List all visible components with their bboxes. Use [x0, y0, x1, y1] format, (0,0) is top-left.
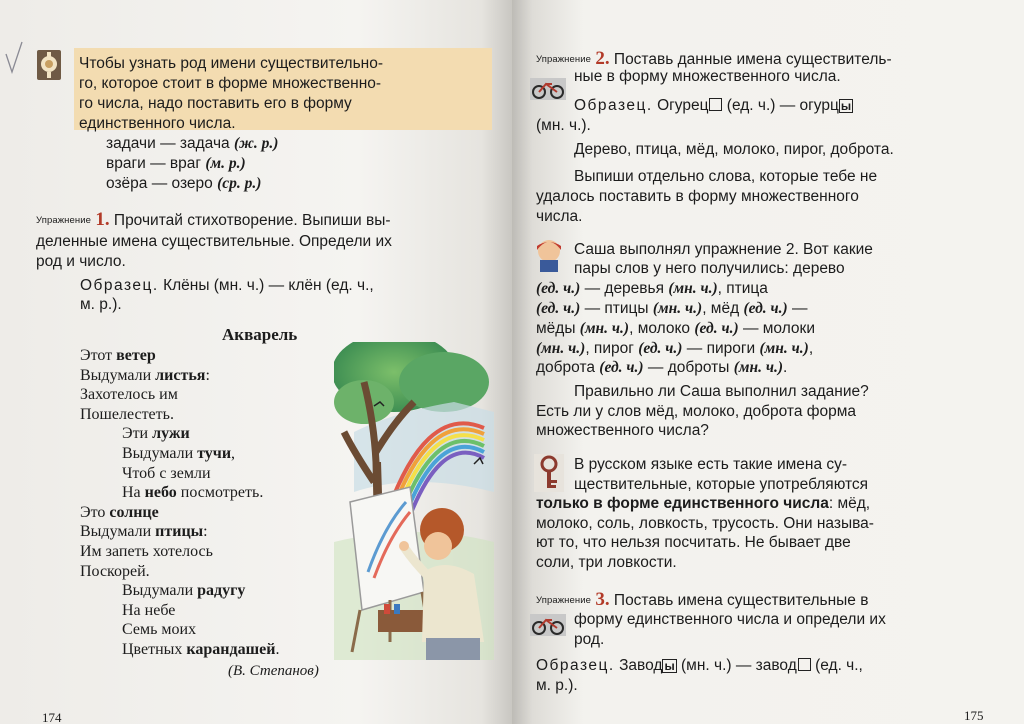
- poem-title: Акварель: [222, 325, 298, 344]
- poem-line: [80, 522, 208, 542]
- sample-text: (мн. ч.) — завод: [681, 657, 797, 674]
- poem-line: [80, 385, 178, 405]
- poem-text: Пошелестеть.: [80, 405, 174, 423]
- exercise-text: Поставь данные имена существитель-: [613, 51, 892, 68]
- rule-lamp-icon: [36, 49, 62, 81]
- info-line-5: ют то, что нельзя посчитать. Не бывает две: [536, 534, 851, 551]
- poem-highlighted-noun: ветер: [116, 347, 156, 364]
- exercise-3-heading: [536, 590, 868, 611]
- sample-label: Образец.: [80, 277, 159, 294]
- rule-line-2: го, которое стоит в форме множественно-: [79, 75, 382, 92]
- sasha-line-3: (ед. ч.) — деревья (мн. ч.), птица: [536, 280, 768, 297]
- poem-text: :: [205, 366, 210, 384]
- ending-box: ы: [840, 99, 852, 113]
- exercise-1-line-3: род и число.: [36, 253, 126, 270]
- exercise-1-heading: [36, 210, 391, 231]
- task-line-3: числа.: [536, 208, 583, 225]
- poem-highlighted-noun: лужи: [152, 425, 190, 443]
- sample-2-line-1: [574, 96, 853, 116]
- sasha-line-6: (мн. ч.), пирог (ед. ч.) — пироги (мн. ч.),: [536, 340, 814, 357]
- poem-text: :: [203, 523, 208, 541]
- poem-line: [122, 620, 196, 640]
- poem-highlighted-noun: радугу: [197, 582, 246, 600]
- poem-line: [122, 444, 235, 464]
- sample-1-line-2: м. р.).: [80, 296, 122, 313]
- exercise-3-line-3: род.: [574, 631, 605, 648]
- sample-text: (ед. ч.) — огурц: [726, 97, 839, 114]
- poem-text: Эти: [122, 425, 153, 443]
- poem-line: [80, 542, 213, 562]
- exercise-label: Упражнение: [36, 215, 92, 226]
- task-line-1: Выпиши отдельно слова, которые тебе не: [574, 168, 878, 185]
- poem-highlighted-noun: птицы: [155, 523, 204, 541]
- poem-line: [122, 464, 211, 484]
- poem-highlighted-noun: солнце: [109, 503, 159, 521]
- null-ending-box: [798, 658, 811, 671]
- poem-line: [122, 424, 190, 444]
- poem-text: посмотреть.: [176, 484, 264, 502]
- exercise-label: Упражнение: [536, 54, 592, 65]
- bicycle-icon: [530, 78, 566, 100]
- sample-1-line-1: [80, 276, 374, 296]
- rule-line-4: единственного числа.: [79, 115, 236, 132]
- poem-text: Выдумали: [122, 445, 198, 462]
- rule-example-2: [106, 154, 246, 174]
- sasha-line-4: (ед. ч.) — птицы (мн. ч.), мёд (ед. ч.) —: [536, 300, 808, 317]
- sample-label: Образец.: [574, 97, 653, 114]
- poem-text: На: [122, 484, 145, 502]
- right-page: [512, 0, 1024, 724]
- pen-check-mark-icon: [4, 40, 24, 74]
- example-gender-tag: (м. р.): [205, 155, 246, 172]
- poem-line: [80, 346, 156, 366]
- sample-word: Завод: [619, 657, 663, 674]
- exercise-number: 2.: [595, 48, 610, 69]
- poem-line: [80, 562, 150, 582]
- question-line-2: Есть ли у слов мёд, молоко, доброта форма: [536, 403, 857, 420]
- bicycle-icon: [530, 614, 566, 636]
- sasha-line-2: пары слов у него получились: дерево: [574, 260, 845, 277]
- poem-text: Выдумали: [80, 523, 156, 541]
- example-text: озёра — озеро: [106, 175, 213, 192]
- task-line-2: удалось поставить в форму множественного: [536, 188, 859, 205]
- exercise-2-line-2: ные в форму множественного числа.: [574, 68, 841, 85]
- example-text: задачи — задача: [106, 135, 230, 152]
- key-icon: [534, 454, 564, 492]
- poem-highlighted-noun: карандашей: [186, 641, 276, 658]
- poem-line: [80, 366, 210, 386]
- poem-text: Выдумали: [80, 366, 156, 384]
- poem-line: [122, 601, 175, 621]
- poem-text: Это: [80, 503, 110, 521]
- poem-text: Захотелось им: [80, 386, 178, 404]
- sample-3-line-2: м. р.).: [536, 677, 578, 694]
- info-text: : мёд,: [828, 495, 871, 512]
- page-number-left: 174: [42, 710, 62, 724]
- info-line-3: [536, 494, 870, 514]
- sasha-line-5: мёды (мн. ч.), молоко (ед. ч.) — молоки: [536, 320, 815, 337]
- exercise-number: 1.: [95, 209, 110, 230]
- sample-label: Образец.: [536, 657, 615, 674]
- poem-text: Чтоб с земли: [122, 464, 211, 482]
- sample-word: Огурец: [657, 97, 709, 114]
- poem-text: Цветных: [122, 641, 187, 658]
- poem-text: Этот: [80, 347, 117, 364]
- poem-highlighted-noun: листья: [155, 366, 206, 384]
- sample-3-line-1: [536, 656, 863, 676]
- poem-text: Поскорей.: [80, 562, 150, 580]
- sample-2-line-2: (мн. ч.).: [536, 117, 591, 134]
- poem-line: [80, 405, 174, 425]
- example-gender-tag: (ср. р.): [217, 175, 262, 192]
- boy-avatar-icon: [534, 238, 564, 272]
- exercise-1-line-2: деленные имена существительные. Определи их: [36, 233, 392, 250]
- ending-box: ы: [664, 659, 675, 673]
- poem-line: [122, 581, 245, 601]
- example-text: враги — враг: [106, 155, 202, 172]
- rule-example-3: [106, 174, 261, 194]
- question-line-1: Правильно ли Саша выполнил задание?: [574, 383, 869, 400]
- rule-line-3: го числа, надо поставить его в форму: [79, 95, 352, 112]
- poem-text: Им запеть хотелось: [80, 543, 213, 560]
- poem-line: [80, 503, 159, 523]
- info-line-6: соли, три ловкости.: [536, 554, 677, 571]
- poem-highlighted-noun: небо: [144, 484, 177, 502]
- exercise-label: Упражнение: [536, 595, 592, 606]
- poem-text: ,: [231, 445, 236, 462]
- question-line-3: множественного числа?: [536, 422, 709, 439]
- poem-text: Выдумали: [122, 582, 198, 600]
- poem-text: .: [275, 641, 280, 658]
- poem-text: На небе: [122, 601, 176, 619]
- exercise-text: Прочитай стихотворение. Выпиши вы-: [113, 212, 391, 229]
- poem-line: [122, 640, 279, 660]
- sasha-line-1: Саша выполнял упражнение 2. Вот какие: [574, 241, 873, 258]
- rule-example-1: [106, 134, 278, 154]
- info-line-4: молоко, соль, ловкость, трусость. Они называ-: [536, 515, 874, 532]
- poem-text: Семь моих: [122, 621, 197, 639]
- sample-text: (ед. ч.,: [815, 657, 863, 674]
- info-line-1: В русском языке есть такие имена су-: [574, 456, 848, 473]
- poem-author: (В. Степанов): [228, 663, 319, 679]
- null-ending-box: [709, 98, 722, 111]
- info-line-2: ществительные, которые употребляются: [574, 476, 869, 493]
- poem-line: [122, 483, 263, 503]
- poem-highlighted-noun: тучи: [197, 445, 232, 462]
- exercise-2-words: Дерево, птица, мёд, молоко, пирог, доброта.: [574, 141, 894, 158]
- exercise-text: Поставь имена существительные в: [613, 592, 869, 609]
- exercise-3-line-2: форму единственного числа и определи их: [574, 611, 886, 628]
- sasha-line-7: доброта (ед. ч.) — доброты (мн. ч.).: [536, 359, 788, 376]
- example-gender-tag: (ж. р.): [233, 135, 279, 152]
- info-bold-text: только в форме единственного числа: [536, 495, 829, 512]
- sample-text: Клёны (мн. ч.) — клён (ед. ч.,: [163, 277, 374, 294]
- exercise-number: 3.: [595, 589, 610, 610]
- rule-line-1: Чтобы узнать род имени существительно-: [79, 55, 384, 72]
- page-number-right: 175: [964, 708, 984, 723]
- child-painting-rainbow-illustration: [334, 342, 494, 660]
